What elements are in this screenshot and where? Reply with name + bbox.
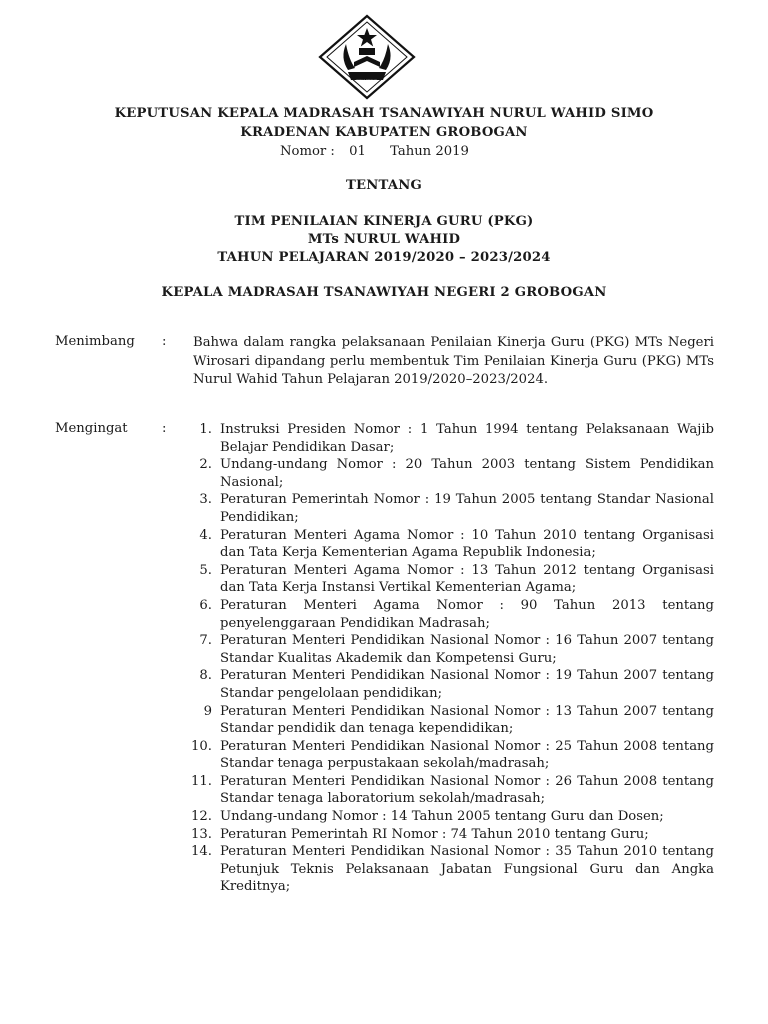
list-item-text: Peraturan Menteri Pendidikan Nasional Nomor : 19 Tahun 2007 tentang Standar pengelolaan pendidikan; (220, 668, 714, 701)
list-item (184, 527, 714, 562)
list-item-number: 7. (199, 633, 212, 649)
list-item (184, 562, 714, 597)
decree-title-line-1: KEPUTUSAN KEPALA MADRASAH TSANAWIYAH NURUL WAHID SIMO (114, 106, 654, 121)
list-item (184, 491, 714, 526)
nomor-label: Nomor : (280, 144, 335, 159)
list-item (184, 843, 714, 896)
list-item-number: 9 (203, 703, 212, 719)
list-item-number: 4. (199, 527, 212, 543)
list-item-number: 8. (199, 668, 212, 684)
mengingat-label: Mengingat (55, 421, 128, 436)
menimbang-colon: : (162, 334, 167, 349)
list-item-number: 10. (191, 738, 212, 754)
list-item (184, 738, 714, 773)
issuer-heading: KEPALA MADRASAH TSANAWIYAH NEGERI 2 GROBOGAN (161, 285, 607, 300)
list-item (184, 421, 714, 456)
list-item (184, 808, 714, 826)
list-item-number: 11. (191, 773, 212, 789)
list-item-text: Peraturan Pemerintah RI Nomor : 74 Tahun 2010 tentang Guru; (220, 826, 649, 842)
decree-number-line (280, 144, 540, 159)
list-item-number: 12. (191, 809, 212, 825)
list-item (184, 456, 714, 491)
list-item-number: 1. (199, 422, 212, 437)
list-item-text: Undang-undang Nomor : 20 Tahun 2003 tentang Sistem Pendidikan Nasional; (220, 457, 714, 490)
mengingat-list (184, 421, 714, 896)
list-item-number: 6. (199, 597, 212, 613)
list-item-text: Peraturan Menteri Agama Nomor : 90 Tahun 2013 tentang penyelenggaraan Pendidikan Madrasah; (220, 597, 714, 631)
list-item (184, 773, 714, 808)
list-item-number: 5. (199, 562, 212, 578)
menimbang-label: Menimbang (55, 334, 135, 349)
list-item (184, 597, 714, 632)
list-item-text: Peraturan Pemerintah Nomor : 19 Tahun 2005 tentang Standar Nasional Pendidikan; (220, 492, 714, 525)
emblem-ribbon-text: IKHLAS BERAMAL (356, 79, 378, 82)
list-item (184, 667, 714, 702)
nomor-value: 01 (349, 144, 366, 159)
list-item-text: Peraturan Menteri Pendidikan Nasional Nomor : 25 Tahun 2008 tentang Standar tenaga perpustakaan sekolah/madrasah; (220, 738, 714, 772)
mengingat-colon: : (162, 421, 167, 436)
tentang-heading: TENTANG (346, 178, 422, 193)
subject-line-2: MTs NURUL WAHID (307, 232, 461, 247)
list-item-text: Undang-undang Nomor : 14 Tahun 2005 tentang Guru dan Dosen; (220, 809, 664, 825)
list-item-text: Peraturan Menteri Agama Nomor : 13 Tahun 2012 tentang Organisasi dan Tata Kerja Instansi Vertikal Kementerian Agama; (220, 562, 714, 596)
list-item (184, 703, 714, 738)
list-item-text: Peraturan Menteri Agama Nomor : 10 Tahun 2010 tentang Organisasi dan Tata Kerja Kementerian Agama Republik Indonesia; (220, 527, 714, 561)
list-item (184, 632, 714, 667)
list-item-number: 14. (191, 844, 212, 860)
list-item (184, 826, 714, 844)
list-item-text: Instruksi Presiden Nomor : 1 Tahun 1994 tentang Pelaksanaan Wajib Belajar Pendidikan Dasar; (220, 422, 714, 455)
list-item-number: 2. (199, 457, 212, 473)
menimbang-text: Bahwa dalam rangka pelaksanaan Penilaian Kinerja Guru (PKG) MTs Negeri Wirosari dipandang perlu membentuk Tim Penilaian Kinerja Guru (PKG) MTs Nurul Wahid Tahun Pelajaran 2019/2020–2023/2024. (193, 335, 714, 387)
list-item-text: Peraturan Menteri Pendidikan Nasional Nomor : 16 Tahun 2007 tentang Standar Kualitas Akademik dan Kompetensi Guru; (220, 633, 714, 666)
subject-line-3: TAHUN PELAJARAN 2019/2020 – 2023/2024 (217, 250, 551, 265)
list-item-number: 13. (191, 826, 212, 842)
list-item-number: 3. (199, 492, 212, 508)
decree-title-line-2: KRADENAN KABUPATEN GROBOGAN (240, 125, 528, 140)
decree-year: Tahun 2019 (390, 144, 469, 159)
list-item-text: Peraturan Menteri Pendidikan Nasional Nomor : 26 Tahun 2008 tentang Standar tenaga laboratorium sekolah/madrasah; (220, 773, 714, 807)
subject-line-1: TIM PENILAIAN KINERJA GURU (PKG) (234, 214, 534, 229)
list-item-text: Peraturan Menteri Pendidikan Nasional Nomor : 35 Tahun 2010 tentang Petunjuk Teknis Pelaksanaan Jabatan Fungsional Guru dan Angka Kreditnya; (220, 844, 714, 895)
ministry-emblem-icon (318, 14, 416, 100)
list-item-text: Peraturan Menteri Pendidikan Nasional Nomor : 13 Tahun 2007 tentang Standar pendidik dan tenaga kependidikan; (220, 703, 714, 737)
